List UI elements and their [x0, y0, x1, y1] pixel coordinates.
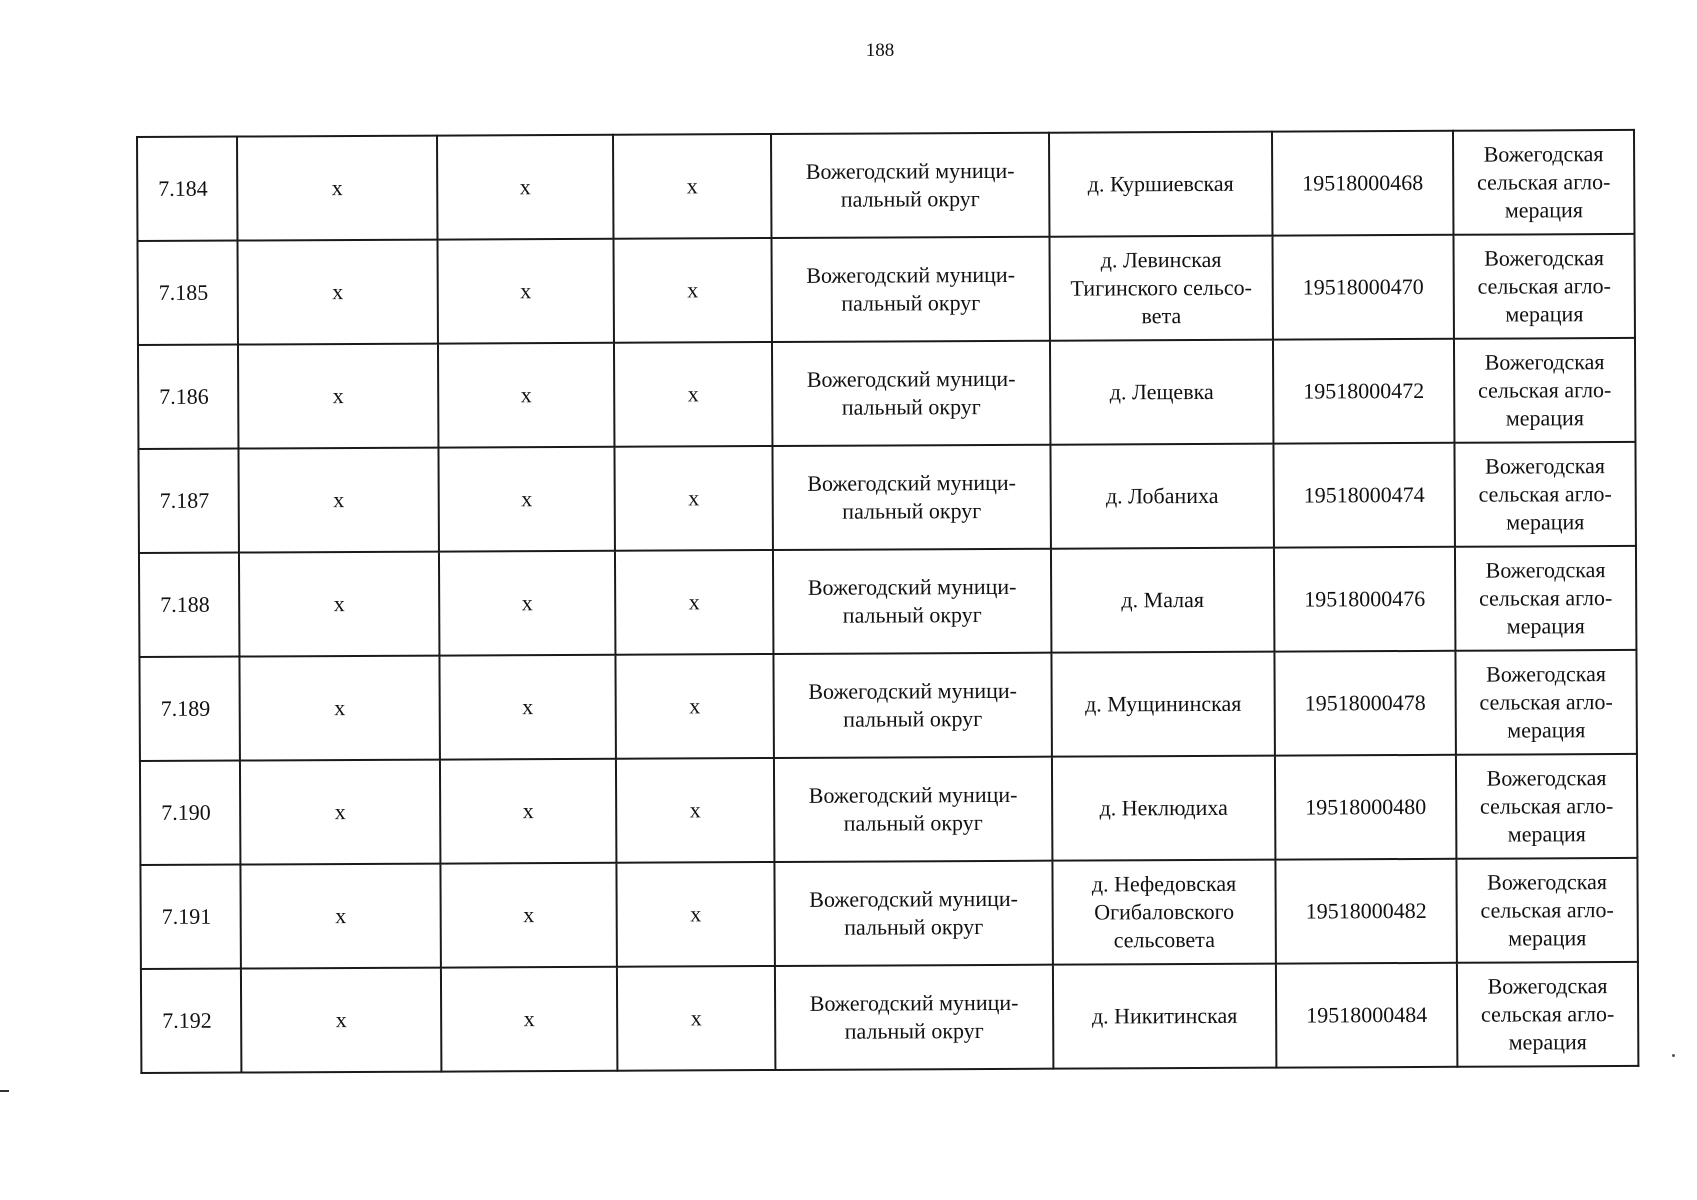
mark-cell: x	[615, 654, 773, 759]
district-cell-line: Вожегодский муници-	[809, 885, 1019, 912]
mark-cell: x	[616, 758, 774, 863]
mark-cell: x	[437, 239, 613, 344]
scan-dot	[1672, 1054, 1675, 1057]
mark-cell: x	[241, 968, 441, 1073]
mark-cell: x	[438, 343, 614, 448]
agglomeration-cell-line: мерация	[1505, 405, 1584, 431]
settlement-cell	[1051, 652, 1274, 757]
oktmo-code-cell: 19518000480	[1275, 755, 1456, 860]
settlement-cell	[1052, 860, 1275, 965]
page-number: 188	[865, 40, 895, 61]
agglomeration-cell-line: Вожегодская	[1487, 973, 1608, 999]
row-number-cell: 7.190	[140, 761, 240, 865]
table-row	[137, 234, 1634, 345]
settlement-cell-line: д. Малая	[1121, 586, 1205, 613]
district-cell	[771, 237, 1049, 342]
agglomeration-cell-line: Вожегодская	[1485, 557, 1606, 583]
agglomeration-cell-line: сельская агло-	[1477, 169, 1611, 195]
settlement-cell-line: д. Лещевка	[1109, 378, 1214, 405]
agglomeration-cell-line: мерация	[1507, 821, 1586, 847]
agglomeration-cell-line: мерация	[1505, 301, 1584, 327]
mark-cell: x	[439, 655, 615, 760]
agglomeration-cell-line: сельская агло-	[1478, 585, 1613, 611]
agglomeration-cell	[1454, 338, 1635, 443]
district-cell-line: Вожегодский муници-	[807, 469, 1017, 496]
mark-cell: x	[440, 759, 616, 864]
mark-cell: x	[240, 760, 440, 865]
settlement-cell	[1053, 964, 1276, 1069]
oktmo-code-cell: 19518000482	[1275, 859, 1456, 964]
oktmo-code-cell: 19518000474	[1273, 443, 1454, 548]
settlement-cell-line: Огибаловского	[1094, 898, 1235, 925]
oktmo-code-cell: 19518000476	[1274, 547, 1455, 652]
agglomeration-cell	[1457, 962, 1638, 1067]
agglomeration-cell	[1456, 858, 1637, 963]
settlement-cell	[1049, 236, 1272, 341]
oktmo-code-cell: 19518000472	[1273, 339, 1454, 444]
registry-table	[136, 129, 1639, 1074]
agglomeration-cell-line: Вожегодская	[1483, 141, 1604, 167]
settlement-cell-line: д. Никитинская	[1091, 1002, 1238, 1029]
table-row	[138, 442, 1635, 553]
agglomeration-cell-line: сельская агло-	[1479, 689, 1613, 715]
district-cell-line: пальный округ	[842, 602, 982, 628]
row-number-cell: 7.191	[140, 865, 240, 969]
agglomeration-cell-line: Вожегодская	[1486, 661, 1607, 687]
mark-cell: x	[615, 550, 773, 655]
mark-cell: x	[613, 134, 771, 239]
mark-cell: x	[441, 967, 617, 1072]
district-cell	[774, 757, 1052, 862]
mark-cell: x	[237, 136, 437, 241]
mark-cell: x	[440, 863, 616, 968]
agglomeration-cell	[1455, 546, 1636, 651]
agglomeration-cell-line: сельская агло-	[1477, 273, 1611, 299]
mark-cell: x	[614, 342, 772, 447]
mark-cell: x	[238, 448, 438, 553]
row-number-cell: 7.192	[141, 969, 241, 1073]
agglomeration-cell-line: Вожегодская	[1484, 245, 1605, 271]
table-row	[141, 962, 1638, 1073]
settlement-cell	[1052, 756, 1275, 861]
agglomeration-cell	[1453, 234, 1634, 339]
table-row	[137, 130, 1634, 241]
oktmo-code-cell: 19518000478	[1274, 651, 1455, 756]
district-cell	[774, 861, 1052, 966]
table-row	[139, 650, 1636, 761]
district-cell	[773, 549, 1051, 654]
agglomeration-cell-line: Вожегодская	[1484, 349, 1605, 375]
agglomeration-cell	[1454, 442, 1635, 547]
settlement-cell	[1051, 548, 1274, 653]
agglomeration-cell	[1456, 754, 1637, 859]
agglomeration-cell-line: мерация	[1506, 613, 1585, 639]
mark-cell: x	[614, 446, 772, 551]
oktmo-code-cell: 19518000470	[1272, 235, 1453, 340]
agglomeration-cell-line: мерация	[1508, 1029, 1587, 1055]
agglomeration-cell-line: Вожегодская	[1485, 453, 1606, 479]
table-row	[140, 858, 1637, 969]
district-cell-line: пальный округ	[843, 810, 983, 836]
district-cell-line: пальный округ	[842, 498, 982, 524]
mark-cell: x	[239, 552, 439, 657]
district-cell	[772, 445, 1050, 550]
agglomeration-cell-line: мерация	[1508, 925, 1587, 951]
table-row	[138, 338, 1635, 449]
settlement-cell	[1050, 340, 1273, 445]
settlement-cell-line: д. Лобаниха	[1105, 482, 1219, 509]
district-cell	[771, 133, 1049, 238]
table-row	[139, 546, 1636, 657]
settlement-cell-line: д. Левинская	[1100, 246, 1222, 273]
settlement-cell-line: Тигинского сельсо-	[1070, 274, 1253, 301]
settlement-cell	[1049, 132, 1272, 237]
agglomeration-cell-line: мерация	[1507, 717, 1586, 743]
settlement-cell-line: сельсовета	[1113, 926, 1215, 953]
agglomeration-cell-line: сельская агло-	[1477, 377, 1612, 403]
settlement-cell-line: вета	[1141, 303, 1182, 329]
row-number-cell: 7.188	[139, 553, 239, 657]
oktmo-code-cell: 19518000484	[1276, 963, 1457, 1068]
district-cell-line: пальный округ	[844, 914, 984, 940]
district-cell-line: пальный округ	[840, 186, 980, 212]
district-cell-line: Вожегодский муници-	[807, 573, 1017, 600]
settlement-cell-line: д. Мущининская	[1085, 690, 1242, 717]
mark-cell: x	[238, 344, 438, 449]
mark-cell: x	[438, 447, 614, 552]
settlement-cell-line: д. Неклюдиха	[1099, 794, 1228, 821]
agglomeration-cell-line: Вожегодская	[1487, 869, 1608, 895]
row-number-cell: 7.184	[137, 137, 237, 241]
agglomeration-cell	[1455, 650, 1636, 755]
district-cell-line: пальный округ	[843, 706, 983, 732]
mark-cell: x	[613, 238, 771, 343]
settlement-cell-line: д. Куршиевская	[1087, 170, 1234, 197]
mark-cell: x	[237, 240, 437, 345]
agglomeration-cell-line: Вожегодская	[1486, 765, 1607, 791]
district-cell-line: пальный округ	[844, 1018, 984, 1044]
agglomeration-cell-line: сельская агло-	[1480, 897, 1614, 923]
district-cell-line: Вожегодский муници-	[806, 261, 1016, 288]
agglomeration-cell-line: сельская агло-	[1478, 481, 1612, 507]
district-cell-line: Вожегодский муници-	[808, 677, 1018, 704]
row-number-cell: 7.187	[138, 449, 238, 553]
agglomeration-cell-line: мерация	[1506, 509, 1585, 535]
row-number-cell: 7.185	[137, 241, 237, 345]
agglomeration-cell-line: сельская агло-	[1480, 1001, 1615, 1027]
agglomeration-cell-line: сельская агло-	[1479, 793, 1614, 819]
oktmo-code-cell: 19518000468	[1272, 131, 1453, 236]
district-cell-line: пальный округ	[841, 290, 981, 316]
district-cell-line: Вожегодский муници-	[808, 781, 1018, 808]
mark-cell: x	[239, 656, 439, 761]
mark-cell: x	[616, 862, 774, 967]
agglomeration-cell	[1453, 130, 1634, 235]
district-cell-line: пальный округ	[841, 394, 981, 420]
margin-mark	[0, 1090, 9, 1092]
district-cell-line: Вожегодский муници-	[805, 157, 1015, 184]
mark-cell: x	[439, 551, 615, 656]
settlement-cell	[1050, 444, 1273, 549]
mark-cell: x	[240, 864, 440, 969]
district-cell-line: Вожегодский муници-	[809, 989, 1019, 1016]
row-number-cell: 7.186	[138, 345, 238, 449]
district-cell	[772, 341, 1050, 446]
row-number-cell: 7.189	[139, 657, 239, 761]
settlement-cell-line: д. Нефедовская	[1091, 870, 1237, 897]
district-cell	[775, 965, 1053, 1070]
mark-cell: x	[617, 966, 775, 1071]
table-row	[140, 754, 1637, 865]
mark-cell: x	[437, 135, 613, 240]
district-cell	[773, 653, 1051, 758]
agglomeration-cell-line: мерация	[1504, 197, 1583, 223]
registry-body	[137, 130, 1638, 1073]
district-cell-line: Вожегодский муници-	[806, 365, 1016, 392]
